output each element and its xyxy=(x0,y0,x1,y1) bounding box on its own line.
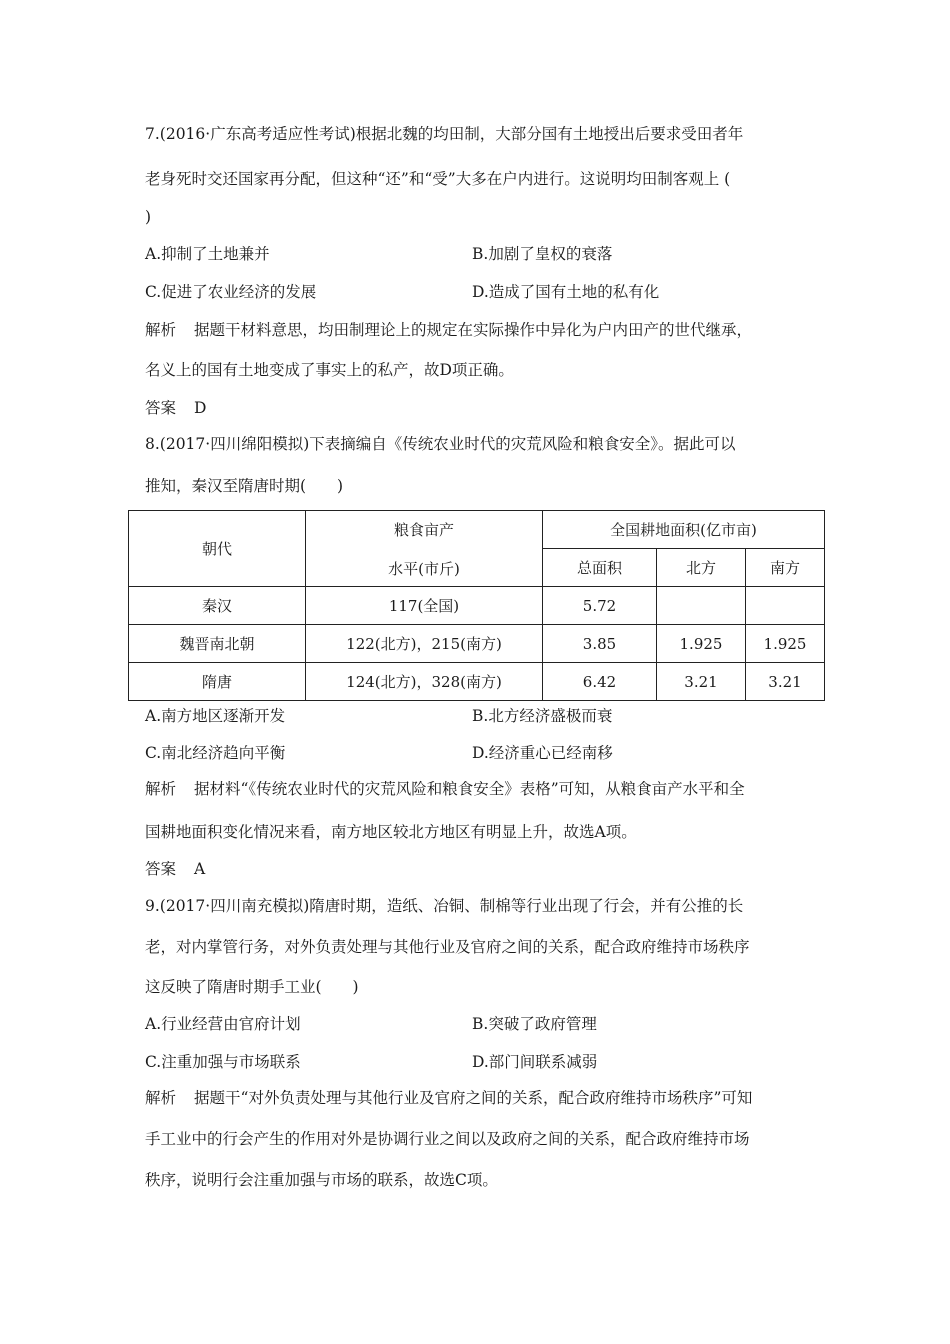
q8-option-d: D.经济重心已经南移 xyxy=(472,744,613,762)
q7-stem-line2: 老身死时交还国家再分配，但这种“还”和“受”大多在户内进行。这说明均田制客观上 ( xyxy=(145,170,731,188)
q7-option-d: D.造成了国有土地的私有化 xyxy=(472,283,660,301)
q8-answer-label: 答案 xyxy=(145,860,177,878)
q7-analysis-text1: 据题干材料意思，均田制理论上的规定在实际操作中异化为户内田产的世代继承， xyxy=(194,321,753,339)
q9-analysis-label: 解析 xyxy=(145,1089,177,1107)
q7-option-c: C.促进了农业经济的发展 xyxy=(145,283,317,301)
q9-option-c: C.注重加强与市场联系 xyxy=(145,1053,301,1071)
cell-yield: 122(北方)，215(南方) xyxy=(306,625,543,663)
q8-option-b: B.北方经济盛极而衰 xyxy=(472,707,613,725)
q8-answer-value: A xyxy=(194,860,206,878)
cell-total: 3.85 xyxy=(543,625,657,663)
cell-south: 1.925 xyxy=(746,625,825,663)
cell-dynasty: 魏晋南北朝 xyxy=(129,625,306,663)
table-row xyxy=(129,587,825,625)
header-north: 北方 xyxy=(657,549,746,587)
q7-analysis-line2: 名义上的国有土地变成了事实上的私产，故D项正确。 xyxy=(145,361,514,379)
q8-answer xyxy=(145,859,205,879)
q9-option-b: B.突破了政府管理 xyxy=(472,1015,597,1033)
q8-analysis-text1: 据材料“《传统农业时代的灾荒风险和粮食安全》表格”可知，从粮食亩产水平和全 xyxy=(194,780,745,798)
cell-dynasty: 秦汉 xyxy=(129,587,306,625)
cell-north: 1.925 xyxy=(657,625,746,663)
header-south: 南方 xyxy=(746,549,825,587)
cell-total: 6.42 xyxy=(543,663,657,701)
q7-analysis-line1 xyxy=(145,320,752,340)
q7-stem-line3: ) xyxy=(145,208,152,226)
q8-analysis-label: 解析 xyxy=(145,780,177,798)
cell-yield: 117(全国) xyxy=(306,587,543,625)
q8-analysis-line1 xyxy=(145,779,745,799)
q7-stem-line1: 7.(2016·广东高考适应性考试)根据北魏的均田制，大部分国有土地授出后要求受田者年 xyxy=(145,125,744,143)
q9-option-d: D.部门间联系减弱 xyxy=(472,1053,598,1071)
q7-option-a: A.抑制了土地兼并 xyxy=(145,245,270,263)
header-total: 总面积 xyxy=(543,549,657,587)
header-yield xyxy=(306,511,543,587)
cell-south xyxy=(746,587,825,625)
cell-total: 5.72 xyxy=(543,587,657,625)
q7-answer-value: D xyxy=(194,399,207,417)
q8-stem-line2: 推知，秦汉至隋唐时期( ) xyxy=(145,477,344,495)
grain-table xyxy=(128,510,825,701)
q9-stem-line3: 这反映了隋唐时期手工业( ) xyxy=(145,978,359,996)
q7-analysis-label: 解析 xyxy=(145,321,177,339)
q7-option-b: B.加剧了皇权的衰落 xyxy=(472,245,613,263)
q7-answer-label: 答案 xyxy=(145,399,177,417)
q7-answer xyxy=(145,398,206,418)
cell-dynasty: 隋唐 xyxy=(129,663,306,701)
q9-analysis-line2: 手工业中的行会产生的作用对外是协调行业之间以及政府之间的关系，配合政府维持市场 xyxy=(145,1130,750,1148)
header-area: 全国耕地面积(亿市亩) xyxy=(543,511,825,549)
q9-option-a: A.行业经营由官府计划 xyxy=(145,1015,301,1033)
q8-stem-line1: 8.(2017·四川绵阳模拟)下表摘编自《传统农业时代的灾荒风险和粮食安全》。据此可以 xyxy=(145,435,736,453)
q8-analysis-line2: 国耕地面积变化情况来看，南方地区较北方地区有明显上升，故选A项。 xyxy=(145,823,637,841)
q9-stem-line1: 9.(2017·四川南充模拟)隋唐时期，造纸、冶铜、制棉等行业出现了行会，并有公推的长 xyxy=(145,897,744,915)
cell-north: 3.21 xyxy=(657,663,746,701)
q9-analysis-line3: 秩序，说明行会注重加强与市场的联系，故选C项。 xyxy=(145,1171,498,1189)
header-yield-line2: 水平(市斤) xyxy=(388,559,460,578)
q9-analysis-text1: 据题干“对外负责处理与其他行业及官府之间的关系，配合政府维持市场秩序”可知 xyxy=(194,1089,753,1107)
q8-option-a: A.南方地区逐渐开发 xyxy=(145,707,286,725)
table-row xyxy=(129,663,825,701)
q8-option-c: C.南北经济趋向平衡 xyxy=(145,744,286,762)
header-yield-line1: 粮食亩产 xyxy=(393,520,454,539)
cell-yield: 124(北方)，328(南方) xyxy=(306,663,543,701)
q9-stem-line2: 老，对内掌管行务，对外负责处理与其他行业及官府之间的关系，配合政府维持市场秩序 xyxy=(145,938,750,956)
cell-south: 3.21 xyxy=(746,663,825,701)
table-row xyxy=(129,625,825,663)
q9-analysis-line1 xyxy=(145,1088,752,1108)
cell-north xyxy=(657,587,746,625)
header-dynasty: 朝代 xyxy=(129,511,306,587)
